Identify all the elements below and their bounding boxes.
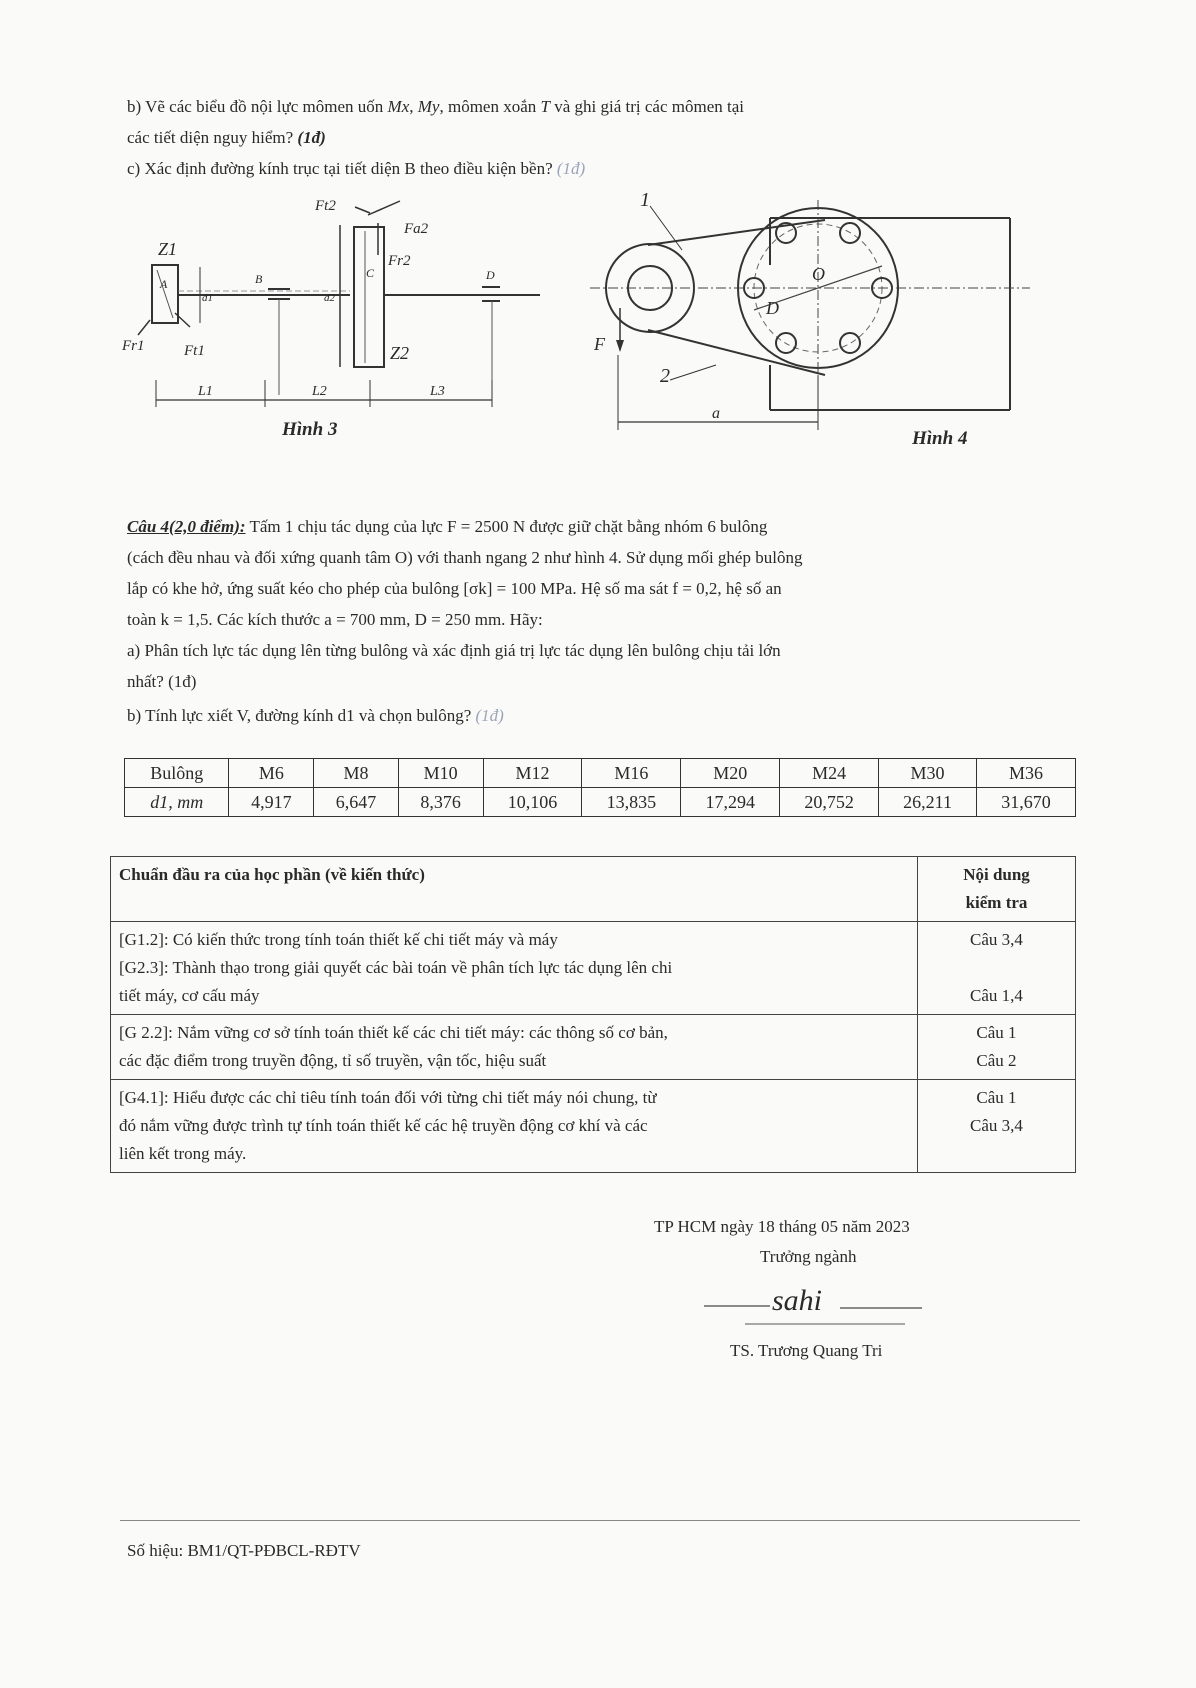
label-l1: L1 (198, 384, 213, 399)
outcomes-header-left: Chuẩn đầu ra của học phần (về kiến thức) (111, 857, 918, 922)
label-b: B (255, 272, 263, 286)
label-l3: L3 (430, 384, 445, 399)
figure-4-bolt-plate (590, 190, 1050, 470)
label-c: C (366, 266, 375, 280)
label-z1: Z1 (158, 239, 178, 259)
force-fr1-arrow (138, 320, 150, 335)
signature-image (700, 1272, 930, 1342)
q4-a-line2: nhất? (1đ) (127, 672, 197, 691)
q4-line4: toàn k = 1,5. Các kích thước a = 700 mm, D = 250 mm. Hãy: (127, 610, 543, 629)
q4-b-line: b) Tính lực xiết V, đường kính d1 và chọn bulông? (1đ) (127, 706, 504, 725)
outcome-ref-cell: Câu 1 Câu 3,4 (918, 1080, 1076, 1173)
table-cell: M20 (681, 759, 780, 788)
svg-text:sahi: sahi (772, 1284, 823, 1317)
table-cell: M8 (314, 759, 399, 788)
q4-line3: lắp có khe hở, ứng suất kéo cho phép của bulông [σk] = 100 MPa. Hệ số ma sát f = 0,2, hệ số an (127, 579, 782, 598)
table-cell: M10 (398, 759, 483, 788)
bolt-table-header-row (125, 759, 1076, 788)
force-fa2-arrow (368, 201, 400, 215)
table-cell: 10,106 (483, 788, 582, 817)
table-row (111, 1080, 1076, 1173)
table-cell: M36 (977, 759, 1076, 788)
table-cell: 20,752 (780, 788, 879, 817)
outcome-ref-cell: Câu 1 Câu 2 (918, 1015, 1076, 1080)
figure-3-caption: Hình 3 (282, 419, 338, 440)
table-cell: M16 (582, 759, 681, 788)
outcome-g12-g23: [G1.2]: Có kiến thức trong tính toán thiết kế chi tiết máy và máy [G2.3]: Thành thạo trong giải quyết các bài toán về phân tích lực tác dụng lên chi tiết máy, cơ cấu máy (111, 922, 918, 1015)
label-fa2: Fa2 (404, 221, 429, 237)
label-d: D (486, 268, 495, 282)
outcome-ref-cell: Câu 3,4 Câu 1,4 (918, 922, 1076, 1015)
outcomes-table (110, 856, 1076, 1173)
label-fr2: Fr2 (388, 253, 411, 269)
table-cell: 13,835 (582, 788, 681, 817)
label-z2: Z2 (390, 343, 410, 363)
label-d1: d1 (202, 292, 213, 304)
q3-c-line: c) Xác định đường kính trục tại tiết diện B theo điều kiện bền? (1đ) (127, 159, 586, 178)
table-row (111, 922, 1076, 1015)
footer-divider (120, 1520, 1080, 1521)
table-cell: M30 (879, 759, 977, 788)
label-f: F (594, 334, 605, 354)
handwritten-points: (1đ) (475, 706, 504, 725)
document-code: Số hiệu: BM1/QT-PĐBCL-RĐTV (127, 1541, 361, 1560)
figure-3-shaft-diagram (120, 195, 560, 475)
table-row (111, 1015, 1076, 1080)
bar-2 (770, 218, 1010, 410)
q3-b-line1: b) Vẽ các biểu đồ nội lực mômen uốn Mx, My, mômen xoắn T và ghi giá trị các mômen tại (127, 97, 744, 116)
signature-name: TS. Trương Quang Tri (730, 1341, 883, 1360)
figure-4-caption: Hình 4 (912, 428, 968, 449)
table-cell: 17,294 (681, 788, 780, 817)
table-cell: Bulông (125, 759, 229, 788)
gear-z2 (354, 227, 384, 367)
label-1: 1 (640, 190, 650, 211)
outcomes-header-row (111, 857, 1076, 922)
label-ft1: Ft1 (184, 343, 205, 359)
label-o: O (812, 264, 825, 284)
table-cell: 8,376 (398, 788, 483, 817)
label-ft2: Ft2 (315, 198, 336, 214)
label-fr1: Fr1 (122, 338, 145, 354)
table-cell: M12 (483, 759, 582, 788)
table-cell: 6,647 (314, 788, 399, 817)
label-a: a (712, 405, 720, 422)
q4-title: Câu 4(2,0 điểm): (127, 517, 246, 536)
label-d: D (766, 298, 779, 318)
label-a: A (160, 277, 168, 291)
table-cell: d1, mm (125, 788, 229, 817)
q4-a-line1: a) Phân tích lực tác dụng lên từng bulông và xác định giá trị lực tác dụng lên bulông chịu tải lớn (127, 641, 781, 660)
signature-role: Trưởng ngành (760, 1247, 857, 1266)
outcomes-header-right: Nội dung kiểm tra (918, 857, 1076, 922)
table-cell: M6 (229, 759, 314, 788)
label-2: 2 (660, 365, 670, 387)
table-cell: 4,917 (229, 788, 314, 817)
handwritten-points: (1đ) (556, 159, 586, 178)
label-d2: d2 (324, 292, 335, 304)
label-l2: L2 (312, 384, 327, 399)
table-cell: 26,211 (879, 788, 977, 817)
bolt-table (124, 758, 1076, 817)
q4-line1: Câu 4(2,0 điểm): Tấm 1 chịu tác dụng của lực F = 2500 N được giữ chặt bằng nhóm 6 bulông (127, 517, 768, 536)
table-cell: 31,670 (977, 788, 1076, 817)
outcome-g22: [G 2.2]: Nắm vững cơ sở tính toán thiết kế các chi tiết máy: các thông số cơ bản, các đặc điểm trong truyền động, tỉ số truyền, vận tốc, hiệu suất (111, 1015, 918, 1080)
bolt-table-value-row (125, 788, 1076, 817)
table-cell: M24 (780, 759, 879, 788)
q3-b-line2: các tiết diện nguy hiểm? (1đ) (127, 128, 326, 147)
force-ft2-arrow (355, 207, 370, 213)
plate-1 (648, 220, 825, 245)
place-date: TP HCM ngày 18 tháng 05 năm 2023 (654, 1217, 910, 1236)
outcome-g41: [G4.1]: Hiểu được các chỉ tiêu tính toán đối với từng chi tiết máy nói chung, từ đó nắm vững được trình tự tính toán thiết kế các hệ truyền động cơ khí và các liên kết trong máy. (111, 1080, 918, 1173)
q4-line2: (cách đều nhau và đối xứng quanh tâm O) với thanh ngang 2 như hình 4. Sử dụng mối ghép bulông (127, 548, 803, 567)
